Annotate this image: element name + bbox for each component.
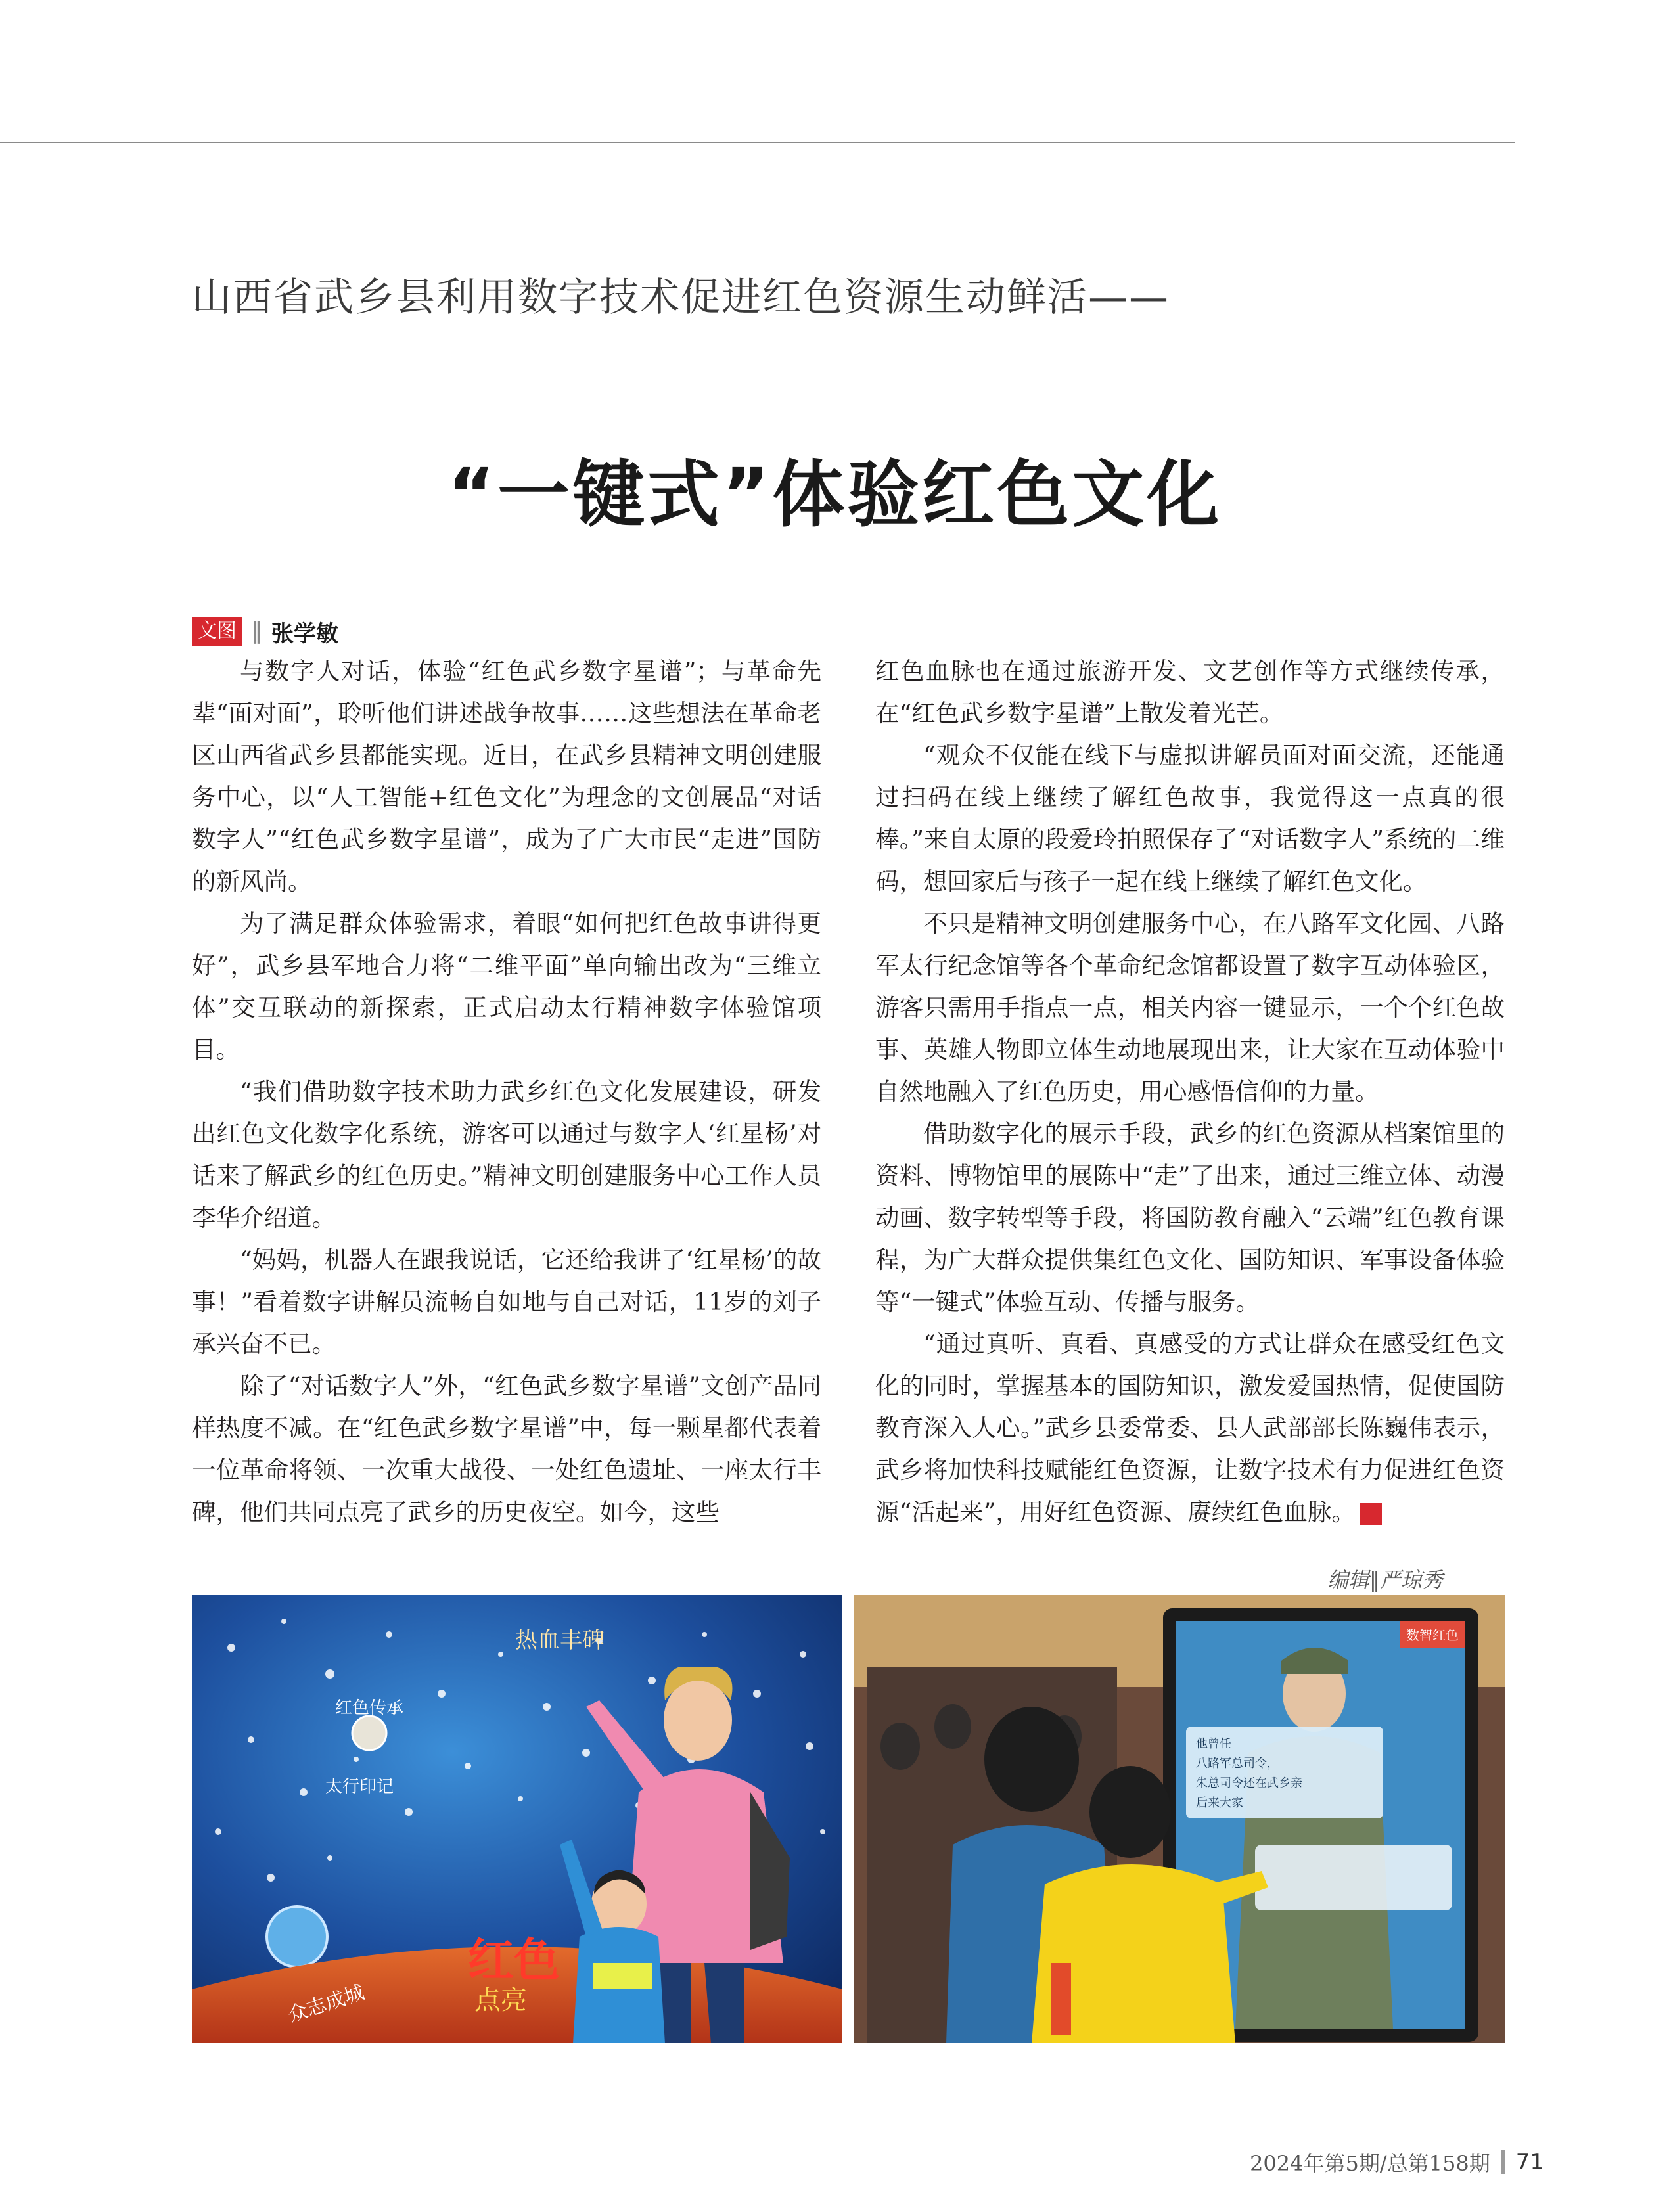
star-label-taihang-imprint: 太行印记 <box>325 1777 394 1797</box>
paragraph: 为了满足群众体验需求，着眼“如何把红色故事讲得更好”，武乡县军地合力将“二维平面”单向输出改为“三维立体”交互联动的新探索，正式启动太行精神数字体验馆项目。 <box>192 909 821 1064</box>
star-map-illustration <box>192 1595 842 2043</box>
top-rule <box>0 142 1515 143</box>
footer-divider <box>1501 2150 1505 2174</box>
kiosk-illustration <box>854 1595 1505 2043</box>
paragraph: “观众不仅能在线下与虚拟讲解员面对面交流，还能通过扫码在线上继续了解红色故事，我觉得这一点真的很棒。”来自太原的段爱玲拍照保存了“对话数字人”系统的二维码，想回家后与孩子一起在线上继续了解红色文化。 <box>875 741 1505 895</box>
kiosk-caption-line-2: 八路军总司令， <box>1196 1757 1279 1771</box>
byline-separator: ‖ <box>251 618 262 644</box>
byline <box>192 616 338 646</box>
paragraph: 与数字人对话，体验“红色武乡数字星谱”；与革命先辈“面对面”，聆听他们讲述战争故事……这些想法在革命老区山西省武乡县都能实现。近日，在武乡县精神文明创建服务中心，以“人工智能+红色文化”为理念的文创展品“对话数字人”“红色武乡数字星谱”，成为了广大市民“走进”国防的新风尚。 <box>192 657 821 895</box>
paragraph-last-text: “通过真听、真看、真感受的方式让群众在感受红色文化的同时，掌握基本的国防知识，激发爱国热情，促使国防教育深入人心。”武乡县委常委、县人武部部长陈巍伟表示，武乡将加快科技赋能红色资源，让数字技术有力促进红色资源“活起来”，用好红色资源、赓续红色血脉。 <box>875 1330 1505 1526</box>
editor-credit: 编辑‖严琼秀 <box>1327 1568 1444 1592</box>
article-title: “一键式”体验红色文化 <box>447 453 1222 537</box>
kiosk-brand-label: 数智红色 <box>1406 1627 1459 1643</box>
wall-big-red-text: 红色 <box>468 1933 560 1987</box>
article-subtitle: 山西省武乡县利用数字技术促进红色资源生动鲜活—— <box>192 275 1170 321</box>
paragraph: 除了“对话数字人”外，“红色武乡数字星谱”文创产品同样热度不减。在“红色武乡数字星谱”中，每一颗星都代表着一位革命将领、一次重大战役、一处红色遗址、一座太行丰碑，他们共同点亮了武乡的历史夜空。如今，这些 <box>192 1372 821 1526</box>
star-label-blood-monument: 热血丰碑 <box>515 1627 605 1654</box>
article-column-right <box>875 650 1505 1533</box>
paragraph-last <box>875 1323 1505 1533</box>
byline-tag: 文图 <box>192 617 242 646</box>
page-number: 71 <box>1515 2149 1544 2175</box>
page-footer <box>1250 2146 1544 2178</box>
author-name: 张学敏 <box>271 620 338 647</box>
kiosk-caption-line-4: 后来大家 <box>1196 1796 1243 1810</box>
end-mark-icon: G <box>1360 1503 1382 1525</box>
kiosk-caption-line-1: 他曾任 <box>1196 1737 1231 1751</box>
paragraph: “妈妈，机器人在跟我说话，它还给我讲了‘红星杨’的故事！”看着数字讲解员流畅自如地与自己对话，11岁的刘子承兴奋不已。 <box>192 1246 821 1358</box>
kiosk-caption-line-3: 朱总司令还在武乡亲 <box>1196 1776 1302 1790</box>
star-label-united: 众志成城 <box>285 1981 367 2027</box>
photo-star-map-wall <box>192 1595 842 2043</box>
paragraph: 不只是精神文明创建服务中心，在八路军文化园、八路军太行纪念馆等各个革命纪念馆都设置了数字互动体验区，游客只需用手指点一点，相关内容一键显示，一个个红色故事、英雄人物即立体生动地展现出来，让大家在互动体验中自然地融入了红色历史，用心感悟信仰的力量。 <box>875 909 1505 1106</box>
star-label-red-heritage: 红色传承 <box>334 1698 404 1718</box>
issue-info: 2024年第5期/总第158期 <box>1250 2151 1490 2176</box>
paragraph: 借助数字化的展示手段，武乡的红色资源从档案馆里的资料、博物馆里的展陈中“走”了出来，通过三维立体、动漫动画、数字转型等手段，将国防教育融入“云端”红色教育课程，为广大群众提供集红色文化、国防知识、军事设备体验等“一键式”体验互动、传播与服务。 <box>875 1119 1505 1316</box>
article-column-left <box>192 650 821 1533</box>
wall-light-up-text: 点亮 <box>474 1985 527 2016</box>
photo-digital-human-kiosk <box>854 1595 1505 2043</box>
paragraph-continuation: 红色血脉也在通过旅游开发、文艺创作等方式继续传承，在“红色武乡数字星谱”上散发着光芒。 <box>875 657 1505 727</box>
paragraph: “我们借助数字技术助力武乡红色文化发展建设，研发出红色文化数字化系统，游客可以通过与数字人‘红星杨’对话来了解武乡的红色历史。”精神文明创建服务中心工作人员李华介绍道。 <box>192 1077 821 1232</box>
